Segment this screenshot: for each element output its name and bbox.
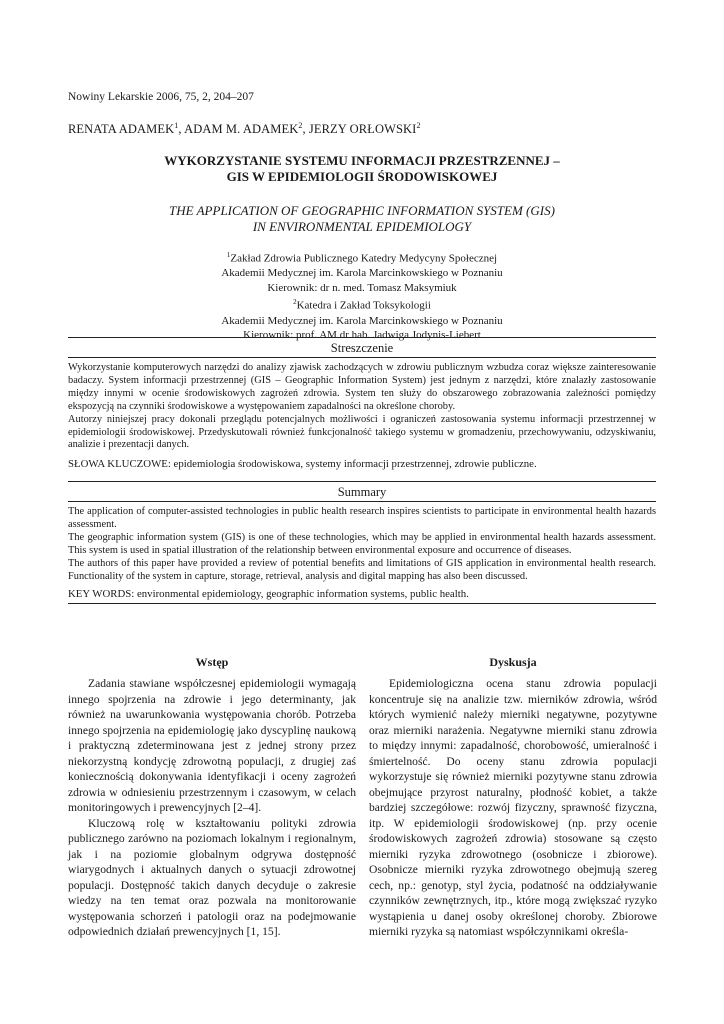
divider (68, 481, 656, 482)
affiliation-mark: 1 (226, 251, 231, 259)
keywords-english: KEY WORDS: environmental epidemiology, geographic information systems, public health. (68, 588, 469, 600)
author-affiliation-mark: 1 (174, 121, 179, 130)
abstract-paragraph: The geographic information system (GIS) is one of these technologies, which may be applied in environmental health hazards assessment. This system is used in spatial illustration of the relationship between environmental exposure and occurrence of diseases. (68, 531, 656, 556)
affiliations (68, 248, 656, 343)
summary-body (68, 506, 656, 583)
title-polish (68, 153, 656, 185)
journal-citation: Nowiny Lekarskie 2006, 75, 2, 204–207 (68, 91, 254, 103)
affiliation-mark: 2 (293, 298, 297, 307)
wstep-column (68, 676, 356, 940)
affiliation-text: Katedra i Zakład Toksykologii (296, 300, 431, 313)
title-english (68, 203, 656, 235)
body-paragraph: Kluczową rolę w kształtowaniu polityki zdrowia publicznego zarówno na poziomach lokalnym i regionalnym, jak i na poziomie globalnym odgrywa dostępność wiarygodnych i aktualnych danych o sytuacji zdrowotnej populacji. Dostępność takich danych decyduje o zakresie wiedzy na ten temat oraz pozwala na monitorowanie występowania schorzeń i patologii oraz na podejmowanie odpowiednich działań prewencyjnych [1, 15]. (68, 816, 356, 938)
wstep-heading: Wstęp (195, 655, 229, 669)
keywords-polish: SŁOWA KLUCZOWE: epidemiologia środowiskowa, systemy informacji przestrzennej, zdrowie publiczne. (68, 458, 537, 470)
divider (68, 337, 656, 338)
streszczenie-body (68, 362, 656, 452)
affiliation-text: Zakład Zdrowia Publicznego Katedry Medycyny Społecznej (230, 252, 498, 265)
body-paragraph: Epidemiologiczna ocena stanu zdrowia populacji koncentruje się na analizie tzw. mierników zdrowia, wśród których wymienić należy mierniki negatywne, pozytywne oraz mierniki narażenia. Negatywne mierniki stanu zdrowia to między innymi: zapadalność, chorobowość, umieralność i śmiertelność. Do oceny stanu zdrowia populacji wykorzystuje się również mierniki pozytywne stanu zdrowia obejmujące przyrost naturalny, płodność kobiet, a także bardziej szczegółowe: rozwój fizyczny, sprawność fizyczna, itp. W epidemiologii środowiskowej (np. przy ocenie środowiskowych zagrożeń zdrowia) stosowane są często mierniki ryzyka zdrowotnego (osobnicze i zbiorowe). Osobnicze mierniki ryzyka zdrowotnego obejmują szereg cech, np.: genotyp, styl życia, podatność na oddziaływanie czynników zewnętrznych, itp., które mogą zwiększać ryzyko wystąpienia u danej osoby określonej choroby. Zbiorowe mierniki ryzyka są natomiast współczynnikami określa- (369, 677, 657, 938)
title-polish-line: WYKORZYSTANIE SYSTEMU INFORMACJI PRZESTRZENNEJ – (164, 153, 560, 168)
title-english-line: THE APPLICATION OF GEOGRAPHIC INFORMATION SYSTEM (GIS) (169, 203, 555, 218)
abstract-paragraph: Autorzy niniejszej pracy dokonali przeglądu potencjalnych możliwości i ograniczeń zastosowania systemu informacji przestrzennej w epidemiologii środowiskowej. Przedyskutowali również funkcjonalność takiego systemu w gromadzeniu, przechowywaniu, odzyskiwaniu, analizie i prezentacji danych. (68, 413, 656, 451)
affiliation-line (68, 295, 656, 313)
author-name: RENATA ADAMEK (68, 122, 175, 137)
author-name: JERZY ORŁOWSKI (308, 122, 417, 137)
author-name: ADAM M. ADAMEK (184, 122, 299, 137)
streszczenie-heading: Streszczenie (330, 341, 394, 355)
body-paragraph: Zadania stawiane współczesnej epidemiologii wymagają innego spojrzenia na zdrowie i jego determinanty, jak również na uwarunkowania występowania chorób. Potrzeba innego spojrzenia na epidemiologię jako dyscyplinę naukową i praktyczną zdeterminowana jest z jednej strony przez niekorzystną kondycję zdrowotną populacji, z drugiej zaś koniecznością dokonywania identyfikacji i oceny zagrożeń zdrowia w odniesieniu przestrzennym i czasowym, w celach monitoringowych i prewencyjnych [2–4]. (68, 677, 356, 814)
title-english-line: IN ENVIRONMENTAL EPIDEMIOLOGY (252, 219, 472, 234)
divider (68, 357, 656, 358)
affiliation-line: Akademii Medycznej im. Karola Marcinkowskiego w Poznaniu (221, 267, 503, 280)
affiliation-line: Akademii Medycznej im. Karola Marcinkowskiego w Poznaniu (221, 314, 503, 327)
abstract-paragraph: Wykorzystanie komputerowych narzędzi do analizy zjawisk zachodzących w zdrowiu publicznym wzbudza coraz większe zainteresowanie badaczy. System informacji przestrzennej (GIS – Geographic Information System) jest jednym z narzędzi, które znalazły zastosowanie między innymi w ocenie środowiskowych zagrożeń zdrowia. System ten służy do obszarowego zobrazowania zależności pomiędzy ekspozycją na czynniki środowiskowe a występowaniem zapadalności na określone choroby. (68, 362, 656, 412)
affiliation-line (68, 248, 656, 266)
divider (68, 603, 656, 604)
title-polish-line: GIS W EPIDEMIOLOGII ŚRODOWISKOWEJ (226, 169, 498, 184)
author-list: RENATA ADAMEK$^1$, ADAM M. ADAMEK$^2$, JERZY ORŁOWSKI$^2$ (68, 121, 421, 137)
divider (68, 501, 656, 502)
author-affiliation-mark: 2 (298, 121, 303, 130)
dyskusja-heading: Dyskusja (489, 655, 537, 669)
dyskusja-column (369, 676, 657, 940)
affiliation-line: Kierownik: dr n. med. Tomasz Maksymiuk (267, 281, 457, 294)
abstract-paragraph: The application of computer-assisted technologies in public health research inspires scientists to participate in environmental health hazards assessment. (68, 506, 656, 530)
author-affiliation-mark: 2 (416, 121, 421, 130)
summary-heading: Summary (337, 485, 387, 499)
abstract-paragraph: The authors of this paper have provided a review of potential benefits and limitations of GIS application in environmental health research. Functionality of the system in capture, storage, retrieval, analysis and digital mapping has also been discussed. (68, 557, 656, 582)
affiliation-line: Kierownik: prof. AM dr hab. Jadwiga Jodynis-Liebert (243, 329, 481, 342)
